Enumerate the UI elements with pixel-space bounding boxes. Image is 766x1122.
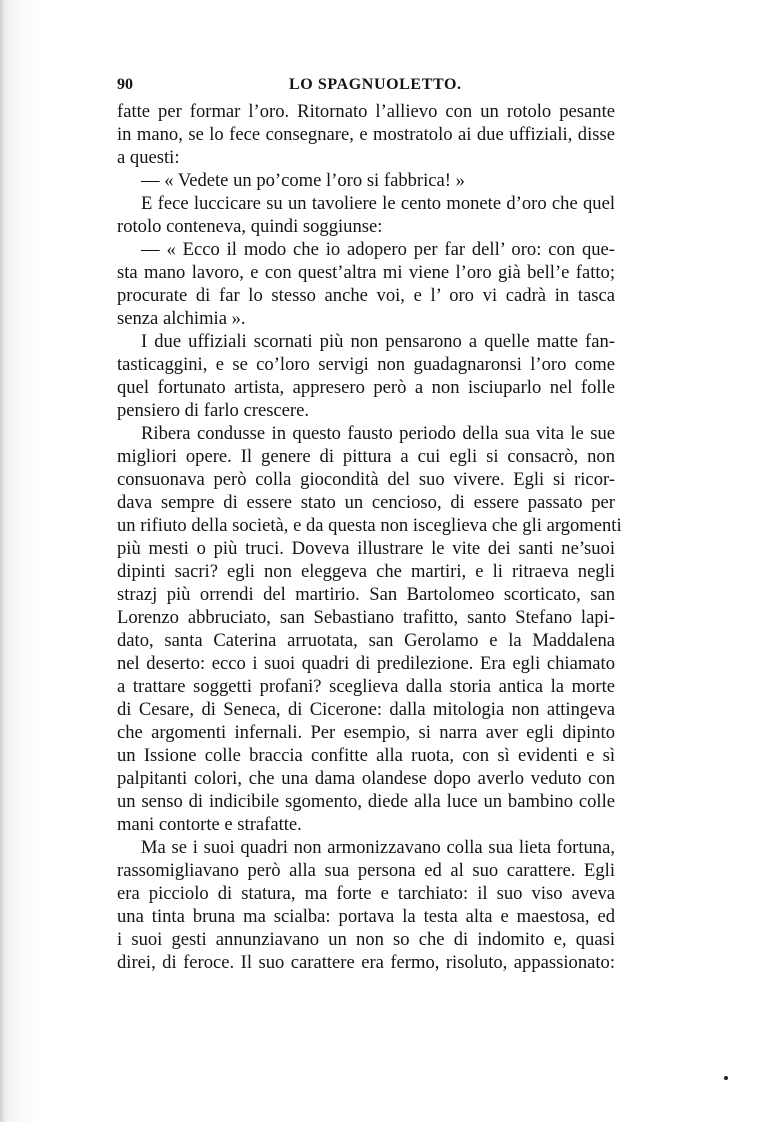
text-line: sta mano lavoro, e con quest’altra mi viene l’oro già bell’e fatto; bbox=[117, 262, 615, 283]
text-line: Ma se i suoi quadri non armonizzavano colla sua lieta fortuna, bbox=[141, 837, 615, 858]
text-line: i suoi gesti annunziavano un non so che di indomito e, quasi bbox=[117, 929, 615, 950]
text-line: dato, santa Caterina arruotata, san Gerolamo e la Maddalena bbox=[117, 630, 615, 651]
text-line: E fece luccicare su un tavoliere le cento monete d’oro che quel bbox=[141, 193, 615, 214]
text-line: a questi: bbox=[117, 147, 180, 168]
page-number: 90 bbox=[117, 76, 133, 93]
text-line: consuonava però colla giocondità del suo vivere. Egli si ricor- bbox=[117, 469, 615, 490]
text-line: a trattare soggetti profani? sceglieva dalla storia antica la morte bbox=[117, 676, 615, 697]
text-line: palpitanti colori, che una dama olandese dopo averlo veduto con bbox=[117, 768, 615, 789]
text-line: era picciolo di statura, ma forte e tarchiato: il suo viso aveva bbox=[117, 883, 615, 904]
text-line: — « Vedete un po’come l’oro si fabbrica! » bbox=[141, 170, 465, 191]
text-line: di Cesare, di Seneca, di Cicerone: dalla mitologia non attingeva bbox=[117, 699, 615, 720]
text-line: Lorenzo abbruciato, san Sebastiano trafitto, santo Stefano lapi- bbox=[117, 607, 615, 628]
text-line: un senso di indicibile sgomento, diede alla luce un bambino colle bbox=[117, 791, 615, 812]
text-line: I due uffiziali scornati più non pensarono a quelle matte fan- bbox=[141, 331, 615, 352]
text-line: nel deserto: ecco i suoi quadri di predilezione. Era egli chiamato bbox=[117, 653, 615, 674]
running-title: LO SPAGNUOLETTO. bbox=[289, 76, 462, 93]
text-line: Ribera condusse in questo fausto periodo della sua vita le sue bbox=[141, 423, 615, 444]
page-header bbox=[117, 76, 613, 100]
page-spine-shadow bbox=[0, 0, 6, 1122]
text-line: quel fortunato artista, appresero però a non isciuparlo nel folle bbox=[117, 377, 615, 398]
text-line: direi, di feroce. Il suo carattere era fermo, risoluto, appassionato: bbox=[117, 952, 615, 973]
text-line: procurate di far lo stesso anche voi, e l’ oro vi cadrà in tasca bbox=[117, 285, 615, 306]
text-line: tasticaggini, e se co’loro servigi non guadagnaronsi l’oro come bbox=[117, 354, 615, 375]
text-line: in mano, se lo fece consegnare, e mostratolo ai due uffiziali, disse bbox=[117, 124, 615, 145]
text-line: dipinti sacri? egli non eleggeva che martiri, e li ritraeva negli bbox=[117, 561, 615, 582]
text-line: dava sempre di essere stato un cencioso, di essere passato per bbox=[117, 492, 615, 513]
text-line: rotolo conteneva, quindi soggiunse: bbox=[117, 216, 383, 237]
text-line: pensiero di farlo crescere. bbox=[117, 400, 310, 421]
text-line: un rifiuto della società, e da questa non isceglieva che gli argomenti bbox=[117, 515, 622, 536]
text-line: fatte per formar l’oro. Ritornato l’allievo con un rotolo pesante bbox=[117, 101, 615, 122]
body-text bbox=[117, 100, 622, 974]
text-line: senza alchimia ». bbox=[117, 308, 246, 329]
text-line: strazj più orrendi del martirio. San Bartolomeo scorticato, san bbox=[117, 584, 615, 605]
ink-speck bbox=[724, 1076, 728, 1080]
text-line: un Issione colle braccia confitte alla ruota, con sì evidenti e sì bbox=[117, 745, 615, 766]
text-line: — « Ecco il modo che io adopero per far dell’ oro: con que- bbox=[141, 239, 615, 260]
text-line: migliori opere. Il genere di pittura a cui egli si consacrò, non bbox=[117, 446, 615, 467]
text-line: rassomigliavano però alla sua persona ed al suo carattere. Egli bbox=[117, 860, 615, 881]
text-line: che argomenti infernali. Per esempio, si narra aver egli dipinto bbox=[117, 722, 615, 743]
text-line: mani contorte e strafatte. bbox=[117, 814, 302, 835]
text-line: una tinta bruna ma scialba: portava la testa alta e maestosa, ed bbox=[117, 906, 615, 927]
text-line: più mesti o più truci. Doveva illustrare le vite dei santi ne’suoi bbox=[117, 538, 615, 559]
